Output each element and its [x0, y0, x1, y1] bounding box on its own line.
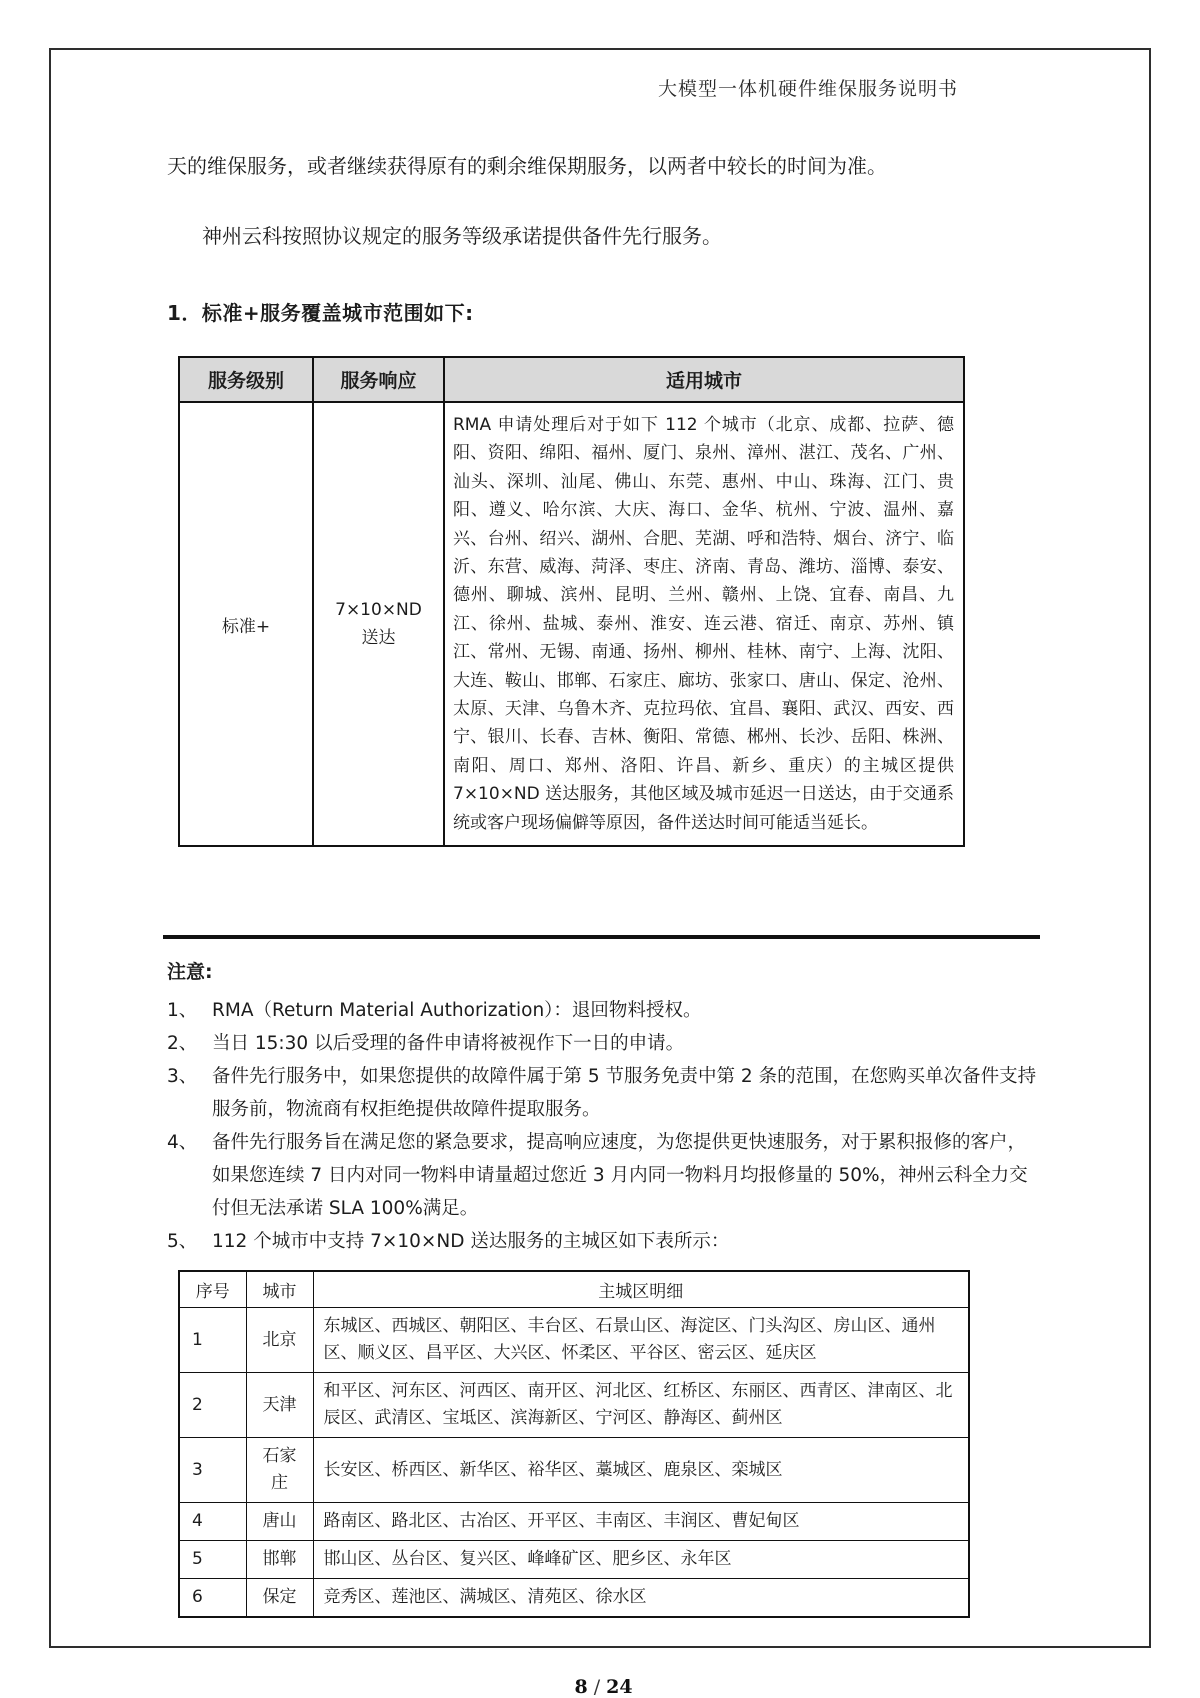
note-number: 1、 — [167, 1000, 198, 1022]
note-number: 5、 — [167, 1231, 198, 1253]
district-detail: 东城区、西城区、朝阳区、丰台区、石景山区、海淀区、门头沟区、房山区、通州区、顺义区、昌平区、大兴区、怀柔区、平谷区、密云区、延庆区 — [313, 1308, 969, 1373]
row-number: 6 — [179, 1579, 246, 1618]
district-detail: 邯山区、丛台区、复兴区、峰峰矿区、肥乡区、永年区 — [313, 1541, 969, 1579]
notes-list — [167, 994, 1040, 1258]
city-name: 唐山 — [246, 1503, 313, 1541]
district-detail-table — [178, 1270, 970, 1618]
service-coverage-table — [178, 356, 965, 847]
page-number: 8 — [574, 1676, 588, 1698]
city-name: 邯郸 — [246, 1541, 313, 1579]
note-number: 3、 — [167, 1066, 198, 1088]
service-response-cell — [313, 402, 444, 846]
note-item — [167, 1060, 1040, 1126]
service-level-cell: 标准+ — [179, 402, 313, 846]
page-total: 24 — [606, 1676, 633, 1698]
page-number-separator: / — [593, 1676, 601, 1698]
district-detail: 长安区、桥西区、新华区、裕华区、藁城区、鹿泉区、栾城区 — [313, 1438, 969, 1503]
table-row — [179, 1503, 969, 1541]
row-number: 5 — [179, 1541, 246, 1579]
service-response-line2: 送达 — [361, 628, 396, 649]
district-detail: 竞秀区、莲池区、满城区、清苑区、徐水区 — [313, 1579, 969, 1618]
city-name: 天津 — [246, 1373, 313, 1438]
service-table-header-cities: 适用城市 — [444, 357, 964, 402]
page-border — [49, 48, 1151, 1698]
row-number: 4 — [179, 1503, 246, 1541]
document-header-title: 大模型一体机硬件维保服务说明书 — [657, 78, 958, 100]
note-item — [167, 1126, 1040, 1225]
table-row — [179, 1579, 969, 1618]
row-number: 2 — [179, 1373, 246, 1438]
note-item — [167, 994, 1040, 1027]
table-row — [179, 1308, 969, 1373]
city-name: 保定 — [246, 1579, 313, 1618]
note-text: 112 个城市中支持 7×10×ND 送达服务的主城区如下表所示： — [212, 1231, 730, 1253]
applicable-cities-cell: RMA 申请处理后对于如下 112 个城市（北京、成都、拉萨、德阳、资阳、绵阳、福州、厦门、泉州、漳州、湛江、茂名、广州、汕头、深圳、汕尾、佛山、东莞、惠州、中山、珠海、江门、贵阳、遵义、哈尔滨、大庆、海口、金华、杭州、宁波、温州、嘉兴、台州、绍兴、湖州、合肥、芜湖、呼和浩特、烟台、济宁、临沂、东营、威海、菏泽、枣庄、济南、青岛、潍坊、淄博、泰安、德州、聊城、滨州、昆明、兰州、赣州、上饶、宜春、南昌、九江、徐州、盐城、泰州、淮安、连云港、宿迁、南京、苏州、镇江、常州、无锡、南通、扬州、柳州、桂林、南宁、上海、沈阳、大连、鞍山、邯郸、石家庄、廊坊、张家口、唐山、保定、沧州、太原、天津、乌鲁木齐、克拉玛依、宜昌、襄阳、武汉、西安、西宁、银川、长春、吉林、衡阳、常德、郴州、长沙、岳阳、株洲、南阳、周口、郑州、洛阳、许昌、新乡、重庆）的主城区提供 7×10×ND 送达服务，其他区域及城市延迟一日送达，由于交通系统或客户现场偏僻等原因，备件送达时间可能适当延长。 — [444, 402, 964, 846]
table-row — [179, 1541, 969, 1579]
note-text: 当日 15:30 以后受理的备件申请将被视作下一日的申请。 — [212, 1033, 685, 1055]
service-response-line1: 7×10×ND — [335, 600, 422, 621]
note-number: 2、 — [167, 1033, 198, 1055]
note-item — [167, 1027, 1040, 1060]
city-name: 石家庄 — [246, 1438, 313, 1503]
notes-label: 注意: — [167, 961, 213, 984]
table-row — [179, 1373, 969, 1438]
city-name: 北京 — [246, 1308, 313, 1373]
service-table-header-response: 服务响应 — [313, 357, 444, 402]
page-content — [51, 74, 1149, 1698]
service-table-row — [179, 402, 964, 846]
table-row — [179, 1438, 969, 1503]
note-text: 备件先行服务中，如果您提供的故障件属于第 5 节服务免责中第 2 条的范围，在您购买单次备件支持服务前，物流商有权拒绝提供故障件提取服务。 — [212, 1066, 1037, 1121]
row-number: 1 — [179, 1308, 246, 1373]
district-detail: 路南区、路北区、古冶区、开平区、丰南区、丰润区、曹妃甸区 — [313, 1503, 969, 1541]
district-table-header-row — [179, 1271, 969, 1308]
section-divider — [163, 935, 1040, 939]
page-footer — [167, 1676, 1040, 1698]
row-number: 3 — [179, 1438, 246, 1503]
note-item — [167, 1225, 1040, 1258]
district-table-header-detail: 主城区明细 — [313, 1271, 969, 1308]
district-table-header-no: 序号 — [179, 1271, 246, 1308]
service-table-header-row — [179, 357, 964, 402]
section-heading: 1．标准+服务覆盖城市范围如下: — [167, 301, 474, 325]
district-detail: 和平区、河东区、河西区、南开区、河北区、红桥区、东丽区、西青区、津南区、北辰区、武清区、宝坻区、滨海新区、宁河区、静海区、蓟州区 — [313, 1373, 969, 1438]
district-table-header-city: 城市 — [246, 1271, 313, 1308]
note-text: RMA（Return Material Authorization）：退回物料授权。 — [212, 1000, 702, 1022]
intro-paragraph-1: 天的维保服务，或者继续获得原有的剩余维保期服务，以两者中较长的时间为准。 — [167, 154, 887, 178]
note-number: 4、 — [167, 1132, 198, 1154]
service-table-header-level: 服务级别 — [179, 357, 313, 402]
note-text: 备件先行服务旨在满足您的紧急要求，提高响应速度，为您提供更快速服务，对于累积报修的客户，如果您连续 7 日内对同一物料申请量超过您近 3 月内同一物料月均报修量的 50%，神州云科全力交付但无法承诺 SLA 100%满足。 — [212, 1132, 1028, 1220]
intro-paragraph-2: 神州云科按照协议规定的服务等级承诺提供备件先行服务。 — [202, 224, 722, 248]
